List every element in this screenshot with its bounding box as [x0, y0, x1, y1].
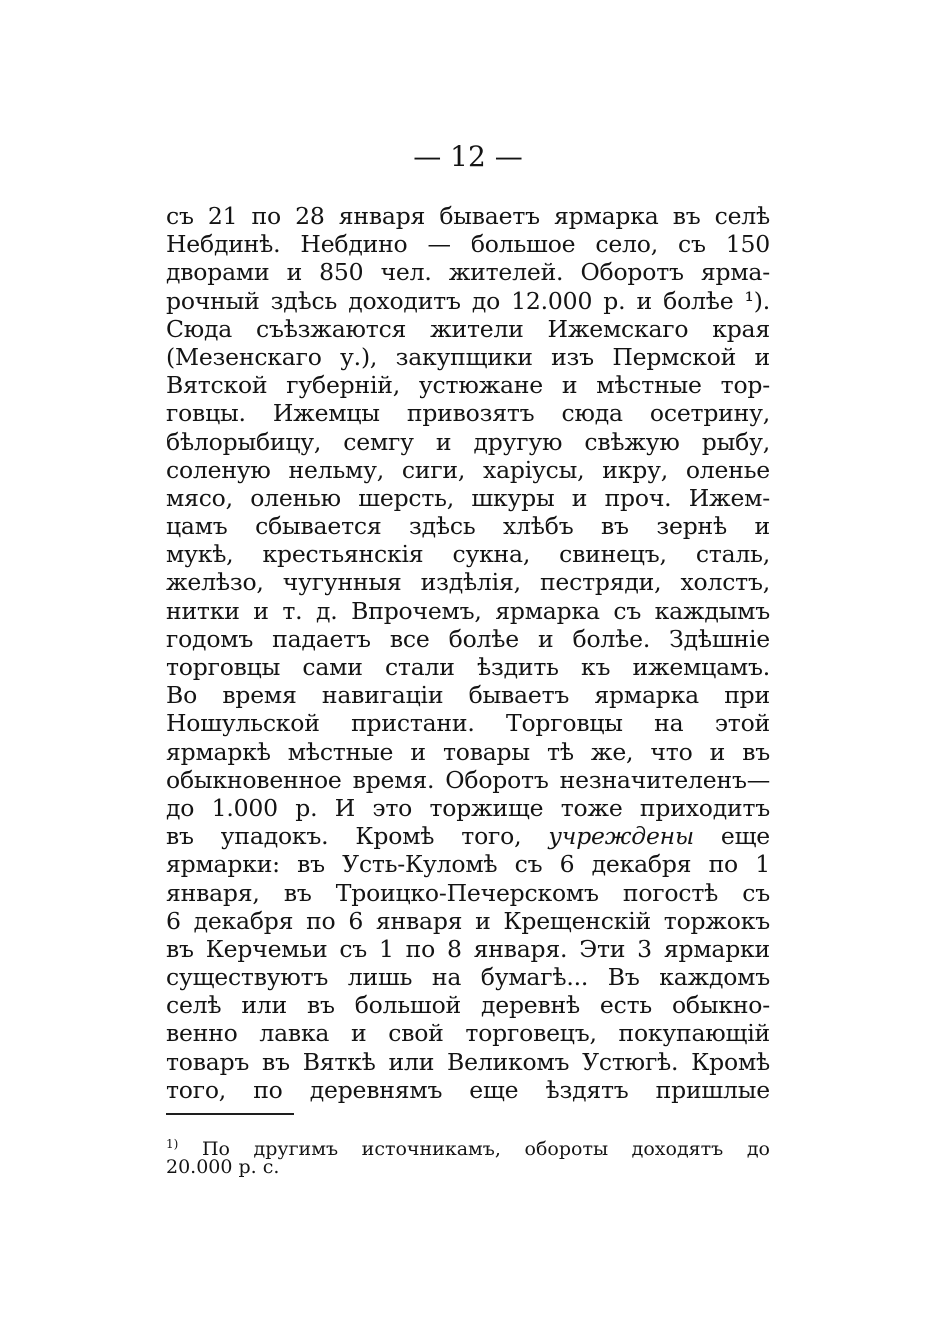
text-line-with-italic — [166, 822, 770, 850]
text-line: соленую нельму, сиги, харіусы, икру, оленье — [166, 455, 770, 484]
text-line: Небдинѣ. Небдино — большое село, съ 150 — [166, 230, 770, 259]
text-line: января, въ Троицко-Печерскомъ погостѣ съ — [166, 878, 770, 907]
text-line: дворами и 850 чел. жителей. Оборотъ ярма- — [166, 258, 770, 287]
text-line: Вятской губерній, устюжане и мѣстные тор- — [166, 371, 770, 400]
page-number: — 12 — — [413, 140, 523, 173]
body-text — [166, 202, 770, 1104]
text-line: (Мезенскаго у.), закупщики изъ Пермской и — [166, 342, 770, 371]
text-line: нитки и т. д. Впрочемъ, ярмарка съ каждымъ — [166, 596, 770, 625]
text-segment: еще — [693, 822, 770, 851]
text-line: бѣлорыбицу, семгу и другую свѣжую рыбу, — [166, 427, 770, 456]
text-line: того, по деревнямъ еще ѣздятъ пришлые — [166, 1075, 770, 1104]
text-line: обыкновенное время. Оборотъ незначителенъ— — [166, 765, 770, 794]
footnote-line: 20.000 р. с. — [166, 1156, 280, 1178]
footnote-divider — [166, 1113, 294, 1115]
text-line: говцы. Ижемцы привозятъ сюда осетрину, — [166, 399, 770, 428]
text-line: Ношульской пристани. Торговцы на этой — [166, 709, 770, 738]
text-line: цамъ сбывается здѣсь хлѣбъ въ зернѣ и — [166, 512, 770, 541]
text-line: существуютъ лишь на бумагѣ... Въ каждомъ — [166, 963, 770, 992]
text-line: товаръ въ Вяткѣ или Великомъ Устюгѣ. Кромѣ — [166, 1047, 770, 1076]
text-line: желѣзо, чугунныя издѣлія, пестряди, холстъ, — [166, 568, 770, 597]
text-line: до 1.000 р. И это торжище тоже приходитъ — [166, 793, 770, 822]
text-line: мясо, оленью шерсть, шкуры и проч. Ижем- — [166, 483, 770, 512]
text-line: съ 21 по 28 января бываетъ ярмарка въ селѣ — [166, 202, 770, 230]
text-line: ярмаркѣ мѣстные и товары тѣ же, что и въ — [166, 737, 770, 766]
text-line: мукѣ, крестьянскія сукна, свинецъ, сталь, — [166, 540, 770, 569]
text-line: рочный здѣсь доходитъ до 12.000 р. и болѣе ¹). — [166, 286, 770, 315]
text-line: венно лавка и свой торговецъ, покупающій — [166, 1019, 770, 1048]
footnote-marker: 1) — [166, 1137, 179, 1151]
text-line: годомъ падаетъ все болѣе и болѣе. Здѣшніе — [166, 624, 770, 653]
text-line: Во время навигаціи бываетъ ярмарка при — [166, 681, 770, 710]
footnote-line — [166, 1133, 770, 1160]
text-line: торговцы сами стали ѣздить къ ижемцамъ. — [166, 653, 770, 681]
text-line: ярмарки: въ Усть-Куломѣ съ 6 декабря по 1 — [166, 850, 770, 879]
footnote — [166, 1133, 770, 1179]
text-segment: въ упадокъ. Кромѣ того, — [166, 822, 549, 851]
text-line: селѣ или въ большой деревнѣ есть обыкно- — [166, 991, 770, 1020]
footnote-text: По другимъ источникамъ, обороты доходятъ до — [201, 1138, 770, 1160]
text-line: Сюда съѣзжаются жители Ижемскаго края — [166, 314, 770, 343]
italic-word: учреждены — [548, 822, 694, 851]
text-line: въ Керчемьи съ 1 по 8 января. Эти 3 ярмарки — [166, 934, 770, 963]
text-line: 6 декабря по 6 января и Крещенскій торжокъ — [166, 906, 770, 935]
